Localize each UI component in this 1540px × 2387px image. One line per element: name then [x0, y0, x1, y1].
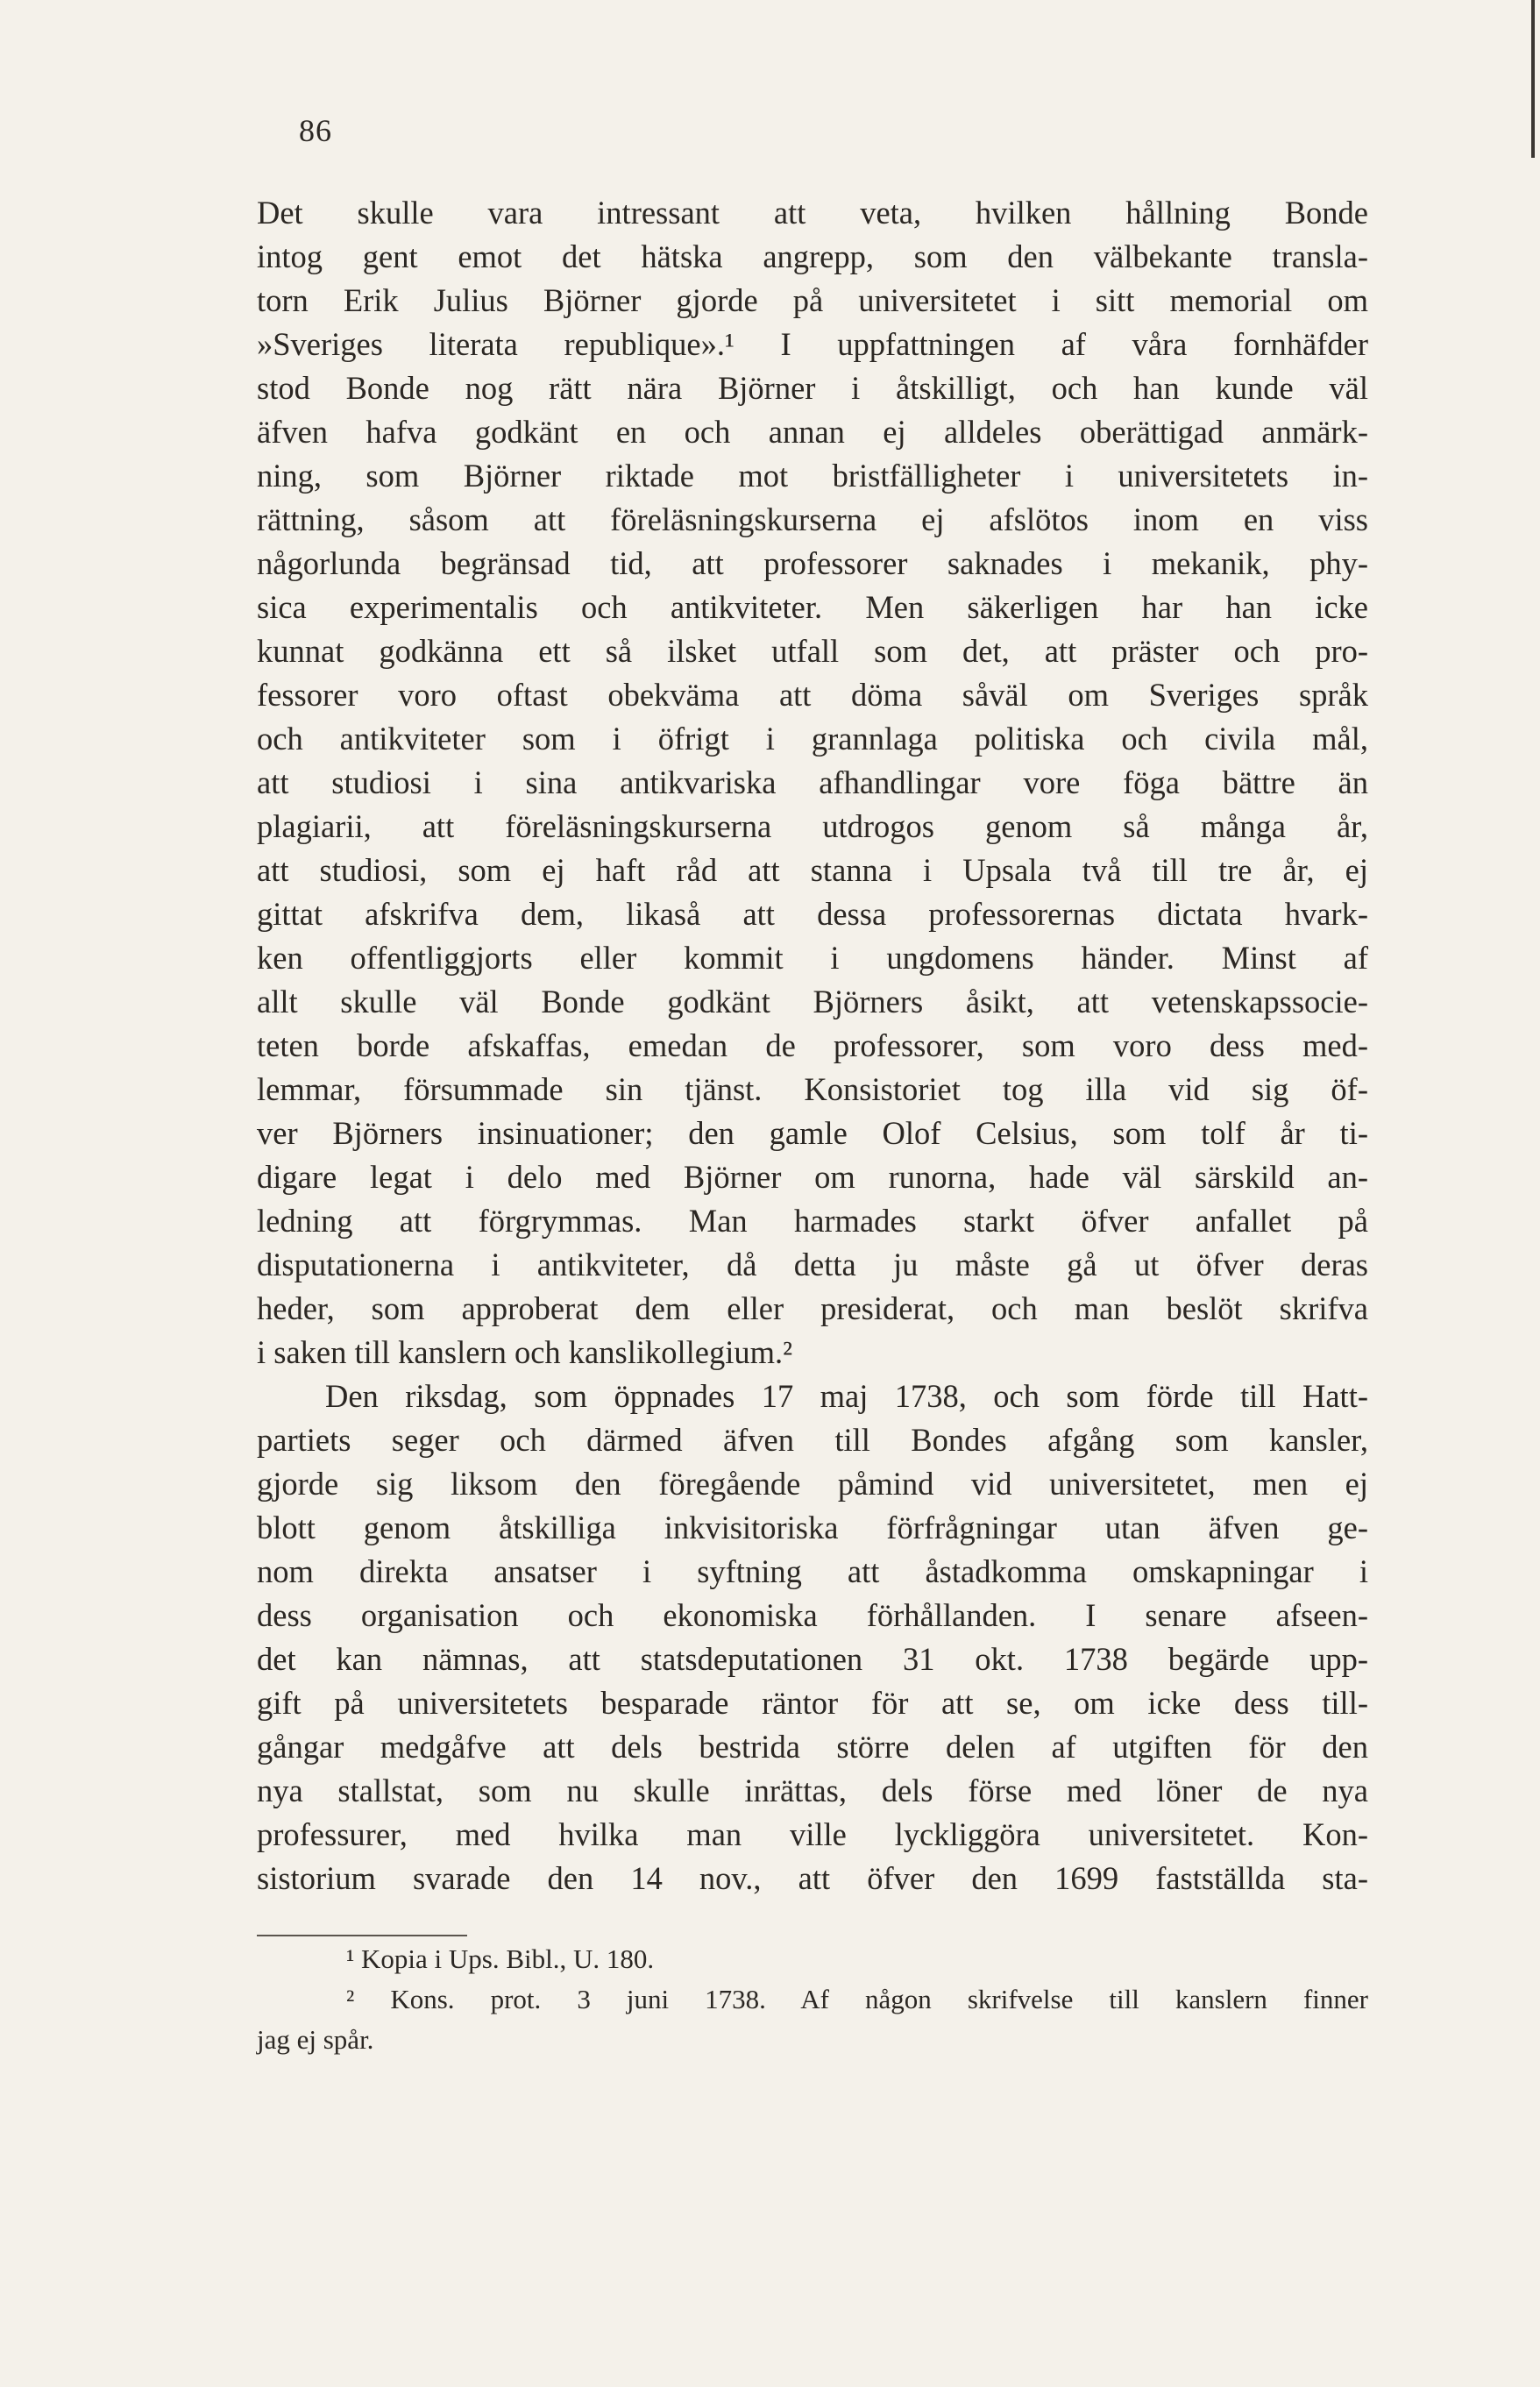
footnote-rule — [257, 1935, 467, 1936]
text-line: nya stallstat, som nu skulle inrättas, dels förse med löner de nya — [257, 1772, 1368, 1808]
text-line: digare legat i delo med Björner om runorna, hade väl särskild an- — [257, 1159, 1368, 1195]
footnote-line: ¹ Kopia i Ups. Bibl., U. 180. — [346, 1943, 655, 1974]
text-line: och antikviteter som i öfrigt i grannlaga politiska och civila mål, — [257, 721, 1368, 757]
text-line: sistorium svarade den 14 nov., att öfver den 1699 fastställda sta- — [257, 1860, 1368, 1896]
footnote-line: ² Kons. prot. 3 juni 1738. Af någon skrifvelse till kanslern finner — [346, 1984, 1368, 2014]
text-line: i saken till kanslern och kanslikollegium.² — [257, 1334, 793, 1370]
text-line: äfven hafva godkänt en och annan ej alldeles oberättigad anmärk- — [257, 414, 1368, 450]
text-line: det kan nämnas, att statsdeputationen 31 okt. 1738 begärde upp- — [257, 1641, 1368, 1677]
text-line: dess organisation och ekonomiska förhållanden. I senare afseen- — [257, 1597, 1368, 1633]
text-line: torn Erik Julius Björner gjorde på universitetet i sitt memorial om — [257, 282, 1368, 318]
text-line: blott genom åtskilliga inkvisitoriska förfrågningar utan äfven ge- — [257, 1510, 1368, 1545]
text-line: ledning att förgrymmas. Man harmades starkt öfver anfallet på — [257, 1203, 1368, 1239]
text-line: någorlunda begränsad tid, att professorer saknades i mekanik, phy- — [257, 545, 1368, 581]
text-line: gittat afskrifva dem, likaså att dessa professorernas dictata hvark- — [257, 896, 1368, 932]
text-line: disputationerna i antikviteter, då detta ju måste gå ut öfver deras — [257, 1247, 1368, 1282]
text-line: sica experimentalis och antikviteter. Men säkerligen har han icke — [257, 589, 1368, 625]
text-line: intog gent emot det hätska angrepp, som den välbekante transla- — [257, 238, 1368, 274]
footnotes — [257, 1939, 1368, 2060]
text-line: teten borde afskaffas, emedan de professorer, som voro dess med- — [257, 1027, 1368, 1063]
text-line: heder, som approberat dem eller presiderat, och man beslöt skrifva — [257, 1290, 1368, 1326]
text-line: fessorer voro oftast obekväma att döma såväl om Sveriges språk — [257, 677, 1368, 713]
text-line: ken offentliggjorts eller kommit i ungdomens händer. Minst af — [257, 940, 1368, 976]
text-line: ning, som Björner riktade mot bristfälligheter i universitetets in- — [257, 458, 1368, 494]
text-line: Det skulle vara intressant att veta, hvilken hållning Bonde — [257, 195, 1368, 231]
text-line: nom direkta ansatser i syftning att åstadkomma omskapningar i — [257, 1553, 1368, 1589]
text-line: allt skulle väl Bonde godkänt Björners åsikt, att vetenskapssocie- — [257, 984, 1368, 1019]
text-line: rättning, såsom att föreläsningskurserna ej afslötos inom en viss — [257, 501, 1368, 537]
text-line: att studiosi, som ej haft råd att stanna i Upsala två till tre år, ej — [257, 852, 1368, 888]
text-line: kunnat godkänna ett så ilsket utfall som det, att präster och pro- — [257, 633, 1368, 669]
text-line: att studiosi i sina antikvariska afhandlingar vore föga bättre än — [257, 764, 1368, 800]
text-line: Den riksdag, som öppnades 17 maj 1738, och som förde till Hatt- — [325, 1378, 1368, 1414]
text-line: professurer, med hvilka man ville lyckliggöra universitetet. Kon- — [257, 1816, 1368, 1852]
text-line: partiets seger och därmed äfven till Bondes afgång som kansler, — [257, 1422, 1368, 1458]
page-edge-shadow — [1531, 0, 1535, 158]
footnote-line: jag ej spår. — [257, 2024, 374, 2055]
page-number: 86 — [299, 113, 332, 148]
text-line: plagiarii, att föreläsningskurserna utdrogos genom så många år, — [257, 808, 1368, 844]
text-line: gångar medgåfve att dels bestrida större delen af utgiften för den — [257, 1729, 1368, 1765]
text-line: lemmar, försummade sin tjänst. Konsistoriet tog illa vid sig öf- — [257, 1071, 1368, 1107]
text-line: gjorde sig liksom den föregående påmind vid universitetet, men ej — [257, 1466, 1368, 1502]
text-line: gift på universitetets besparade räntor för att se, om icke dess till- — [257, 1685, 1368, 1721]
body-text — [257, 191, 1368, 1900]
text-line: ver Björners insinuationer; den gamle Olof Celsius, som tolf år ti- — [257, 1115, 1368, 1151]
text-line: stod Bonde nog rätt nära Björner i åtskilligt, och han kunde väl — [257, 370, 1368, 406]
text-line: »Sveriges literata republique».¹ I uppfattningen af våra fornhäfder — [257, 326, 1368, 362]
